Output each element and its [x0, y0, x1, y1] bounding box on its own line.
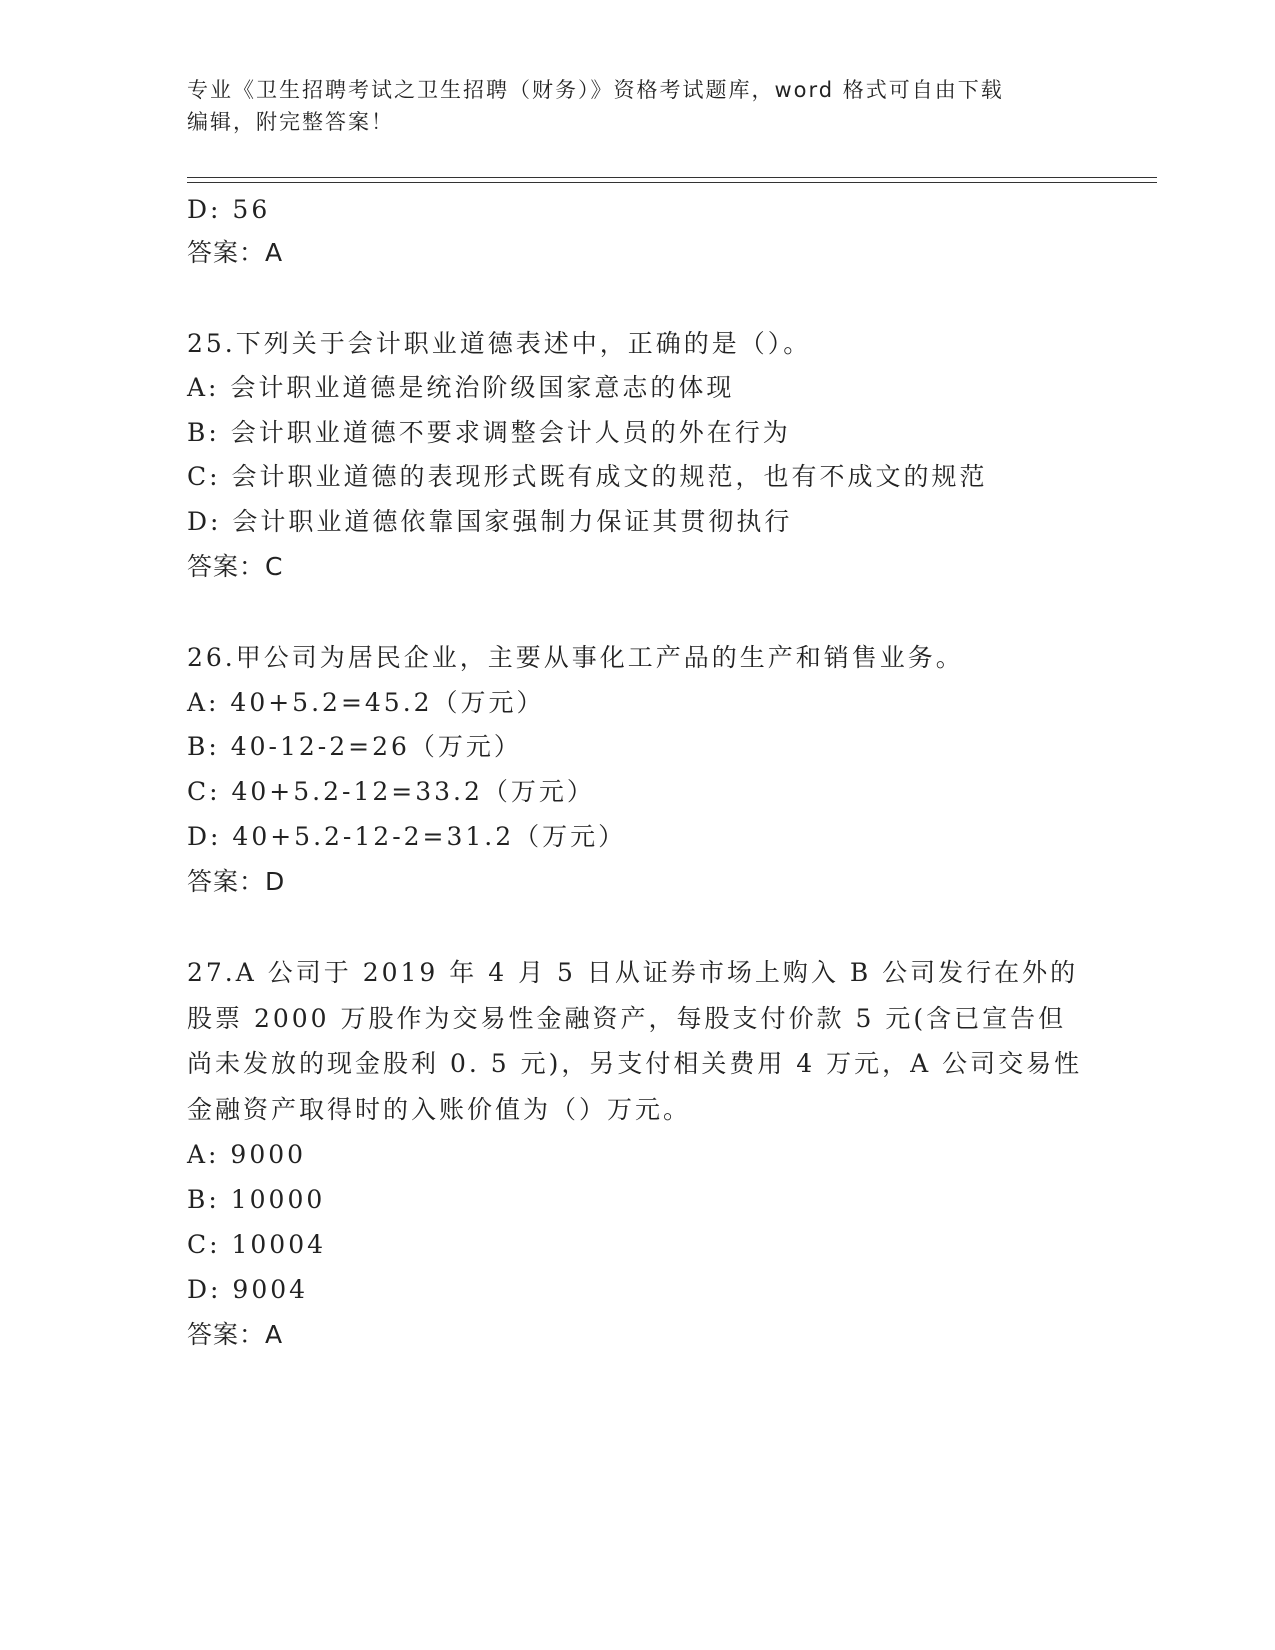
q26-option-a: A: 40+5.2=45.2（万元） — [187, 688, 545, 717]
header-line-1: 专业《卫生招聘考试之卫生招聘（财务）》资格考试题库，word 格式可自由下载 — [187, 78, 1004, 102]
q26-stem: 26.甲公司为居民企业，主要从事化工产品的生产和销售业务。 — [187, 643, 964, 672]
q27-option-a: A: 9000 — [187, 1140, 307, 1169]
header-line-2: 编辑，附完整答案！ — [187, 110, 394, 134]
q27-stem: 27.A 公司于 2019 年 4 月 5 日从证券市场上购入 B 公司发行在外的股票 2000 万股作为交易性金融资产，每股支付价款 5 元(含已宣告但尚未发放的现金股利 0. 5 元)，另支付相关费用 4 万元，A 公司交易性金融资产取得时的入账价值为（）万元。 — [187, 958, 1083, 1124]
prev-answer: 答案：A — [187, 238, 284, 267]
document-header — [187, 74, 1087, 138]
q25-option-b: B: 会计职业道德不要求调整会计人员的外在行为 — [187, 418, 791, 447]
q25-option-a: A: 会计职业道德是统治阶级国家意志的体现 — [187, 373, 735, 402]
q25-stem: 25.下列关于会计职业道德表述中，正确的是（）。 — [187, 329, 812, 358]
q25-option-c: C: 会计职业道德的表现形式既有成文的规范，也有不成文的规范 — [187, 462, 988, 491]
q25-option-d: D: 会计职业道德依靠国家强制力保证其贯彻执行 — [187, 507, 793, 536]
q26-option-c: C: 40+5.2-12=33.2（万元） — [187, 777, 595, 806]
header-divider-top — [187, 177, 1157, 178]
q26-option-d: D: 40+5.2-12-2=31.2（万元） — [187, 822, 627, 851]
q27-option-d: D: 9004 — [187, 1275, 309, 1304]
prev-option-d: D: 56 — [187, 195, 271, 224]
q25-answer: 答案：C — [187, 552, 284, 581]
q27-option-b: B: 10000 — [187, 1185, 326, 1214]
q27-answer: 答案：A — [187, 1320, 284, 1349]
q26-option-b: B: 40-12-2=26（万元） — [187, 732, 522, 761]
q27-option-c: C: 10004 — [187, 1230, 327, 1259]
q26-answer: 答案：D — [187, 867, 286, 896]
header-divider-bottom — [187, 182, 1157, 183]
